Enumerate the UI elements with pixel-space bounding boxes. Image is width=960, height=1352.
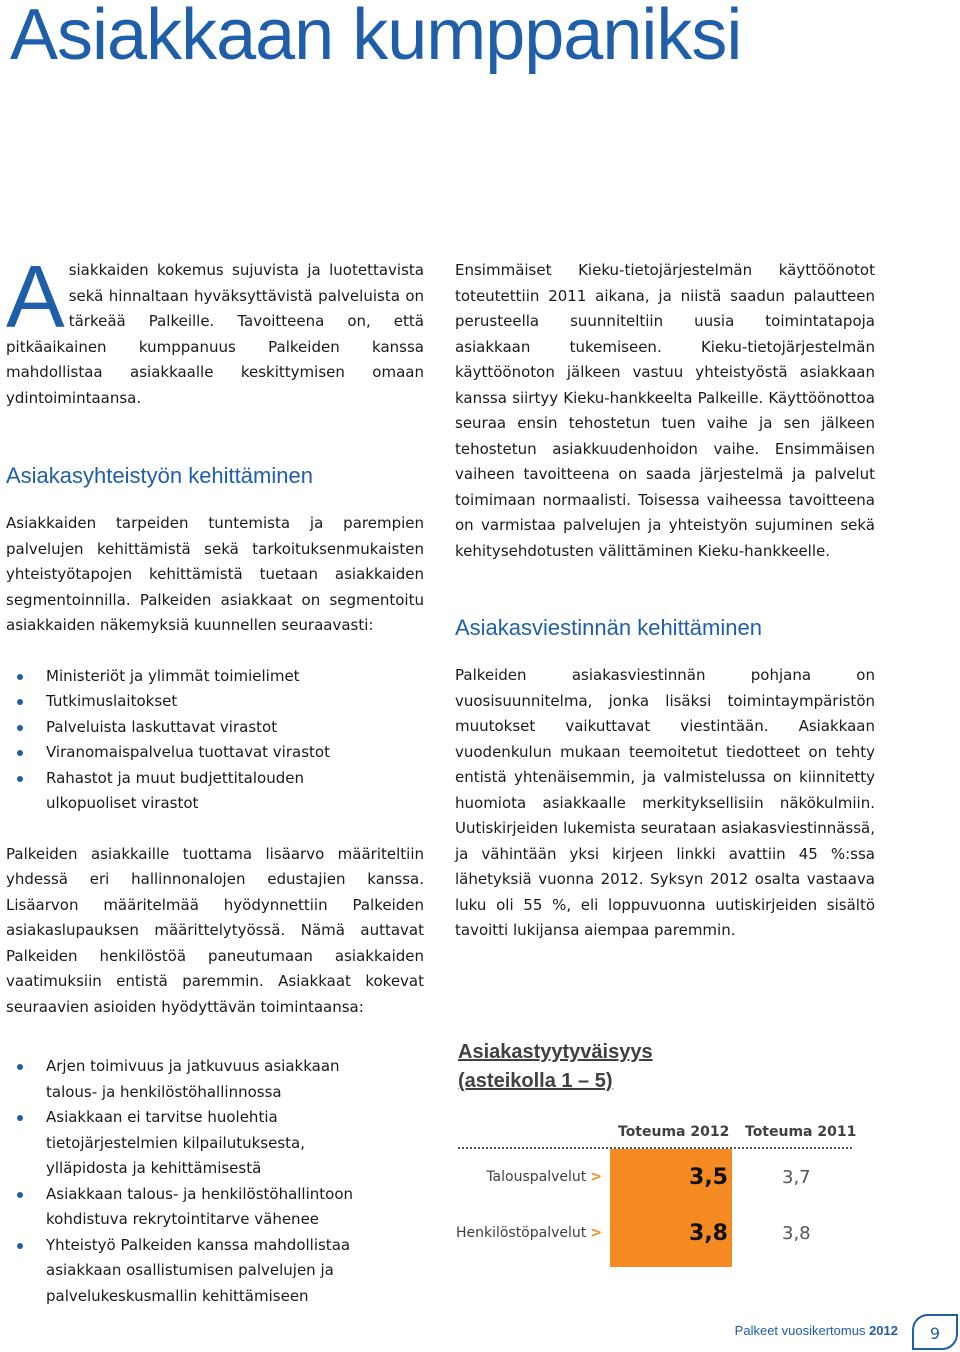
footer-publication-name: Palkeet vuosikertomus [734, 1323, 866, 1338]
drop-cap: A [6, 247, 65, 346]
list-item [6, 1233, 424, 1310]
arrow-right-icon: > [590, 1169, 602, 1185]
satisfaction-title [458, 1038, 653, 1096]
page-title: Asiakkaan kumppaniksi [10, 0, 742, 75]
row-label-talouspalvelut: Talouspalvelut > [486, 1169, 602, 1185]
intro-paragraph [6, 247, 424, 411]
page-number: 9 [912, 1314, 958, 1350]
list-item-text: Rahastot ja muut budjettitalouden ulkopuoliset virastot [46, 768, 304, 812]
list-item-text: Asiakkaan talous- ja henkilöstöhallintoon kohdistuva rekrytointitarve vähenee [46, 1184, 354, 1228]
heading-asiakasviestinta: Asiakasviestinnän kehittäminen [455, 615, 762, 640]
list-item-text: Arjen toimivuus ja jatkuvuus asiakkaan talous- ja henkilöstöhallinnossa [46, 1057, 340, 1101]
list-item [6, 766, 424, 817]
bullet-icon [17, 1192, 23, 1198]
column-header-2011: Toteuma 2011 [745, 1124, 857, 1140]
list-item-text: Viranomaispalvelua tuottavat virastot [46, 743, 330, 761]
kieku-paragraph: Ensimmäiset Kieku-tietojärjestelmän käyttöönotot toteutettiin 2011 aikana, ja niistä saadun palautteen perusteella suunniteltiin uusia toimintatapoja asiakkaan tukemiseen. Kieku-tietojärjestelmän käyttöönoton jälkeen vastuu yhteistyöstä asiakkaan kanssa siirtyy Kieku-hankkeelta Palkeille. Käyttöönottoa seuraa ensin tehostetun tuen vaihe ja sen jälkeen tehostetun asiakkuudenhoidon vaihe. Ensimmäisen vaiheen tavoitteena on saada järjestelmä ja palvelut toimimaan normaalisti. Toisessa vaiheessa tavoitteena on varmistaa palvelujen ja yhteistyön sujuminen sekä kehitysehdotusten välittäminen Kieku-hankkeelle. [455, 261, 875, 560]
bullet-icon [17, 776, 23, 782]
bullet-icon [17, 750, 23, 756]
list-item [6, 715, 424, 741]
bullet-icon [17, 1243, 23, 1249]
bullet-icon [17, 699, 23, 705]
footer-publication [735, 1323, 898, 1338]
bullet-icon [17, 725, 23, 731]
list-item [6, 740, 424, 766]
bullet-icon [17, 674, 23, 680]
segment-list [6, 664, 424, 817]
segmentation-paragraph: Asiakkaiden tarpeiden tuntemista ja parempien palvelujen kehittämistä sekä tarkoituksenmukaisten yhteistyötapojen kehittämistä tuetaan asiakkaiden segmentoinnilla. Palkeiden asiakkaat on segmentoitu asiakkaiden näkemyksiä kuunnellen seuraavasti: [6, 514, 424, 634]
intro-text: siakkaiden kokemus sujuvista ja luotettavista sekä hinnaltaan hyväksyttävistä palveluista on tärkeää Palkeille. Tavoitteena on, että pitkäaikainen kumppanuus Palkeiden kanssa mahdollistaa asiakkaalle keskittymisen omaan ydintoimintaansa. [6, 261, 424, 407]
list-item [6, 1054, 424, 1105]
heading-asiakasyhteistyo: Asiakasyhteistyön kehittäminen [6, 463, 313, 488]
satisfaction-table [456, 1038, 856, 1268]
value-paragraph: Palkeiden asiakkaille tuottama lisäarvo määriteltiin yhdessä eri hallinnonalojen edustajien kanssa. Lisäarvon määritelmää hyödynnettiin Palkeiden asiakaslupauksen määrittelytyössä. Nämä auttavat Palkeiden henkilöstöä paneutumaan asiakkaiden vaatimuksiin entistä paremmin. Asiakkaat kokevat seuraavien asioiden hyödyttävän toimintaansa: [6, 844, 424, 1016]
list-item [6, 1182, 424, 1233]
satisfaction-title-line1: Asiakastyytyväisyys [458, 1041, 653, 1063]
bullet-icon [17, 1064, 23, 1070]
list-item [6, 664, 424, 690]
value-2012-talouspalvelut: 3,5 [689, 1165, 728, 1190]
value-2011-henkilostopalvelut: 3,8 [782, 1223, 811, 1244]
arrow-right-icon: > [590, 1225, 602, 1241]
list-item [6, 689, 424, 715]
list-item-text: Yhteistyö Palkeiden kanssa mahdollistaa asiakkaan osallistumisen palvelujen ja palvelukeskusmallin kehittämiseen [46, 1235, 351, 1305]
right-column [455, 258, 875, 944]
value-2012-henkilostopalvelut: 3,8 [689, 1221, 728, 1246]
bullet-icon [17, 1115, 23, 1121]
value-2011-talouspalvelut: 3,7 [782, 1167, 811, 1188]
list-item-text: Ministeriöt ja ylimmät toimielimet [46, 666, 300, 685]
benefit-list [6, 1054, 424, 1309]
satisfaction-title-line2: (asteikolla 1 – 5) [458, 1070, 613, 1092]
list-item-text: Asiakkaan ei tarvitse huolehtia tietojärjestelmien kilpailutuksesta, ylläpidosta ja kehittämisestä [46, 1108, 305, 1177]
list-item-text: Tutkimuslaitokset [46, 692, 178, 710]
left-column [6, 247, 424, 1309]
list-item [6, 1105, 424, 1182]
row-label-henkilostopalvelut: Henkilöstöpalvelut > [455, 1225, 602, 1241]
list-item-text: Palveluista laskuttavat virastot [46, 717, 278, 736]
column-header-2012: Toteuma 2012 [618, 1124, 730, 1140]
footer-year: 2012 [869, 1323, 898, 1338]
communication-paragraph: Palkeiden asiakasviestinnän pohjana on vuosisuunnitelma, jonka lisäksi toimintaympäristön muutokset vaikuttavat viestintään. Asiakkaan vuodenkulun mukaan teemoitetut tiedotteet on tehty entistä yhtenäisemmin, ja valmistelussa on kiinnitetty huomiota asiakkaalle merkityksellisiin näkökulmiin. Uutiskirjeiden lukemista seurataan asiakasviestinnässä, ja vähintään yksi kirjeen linkki avattiin 45 %:ssa lähetyksiä vuonna 2012. Syksyn 2012 osalta vastaava luku oli 55 %, eli loppuvuonna uutiskirjeiden sisältö tavoitti lukijansa aiempaa paremmin. [455, 666, 875, 939]
